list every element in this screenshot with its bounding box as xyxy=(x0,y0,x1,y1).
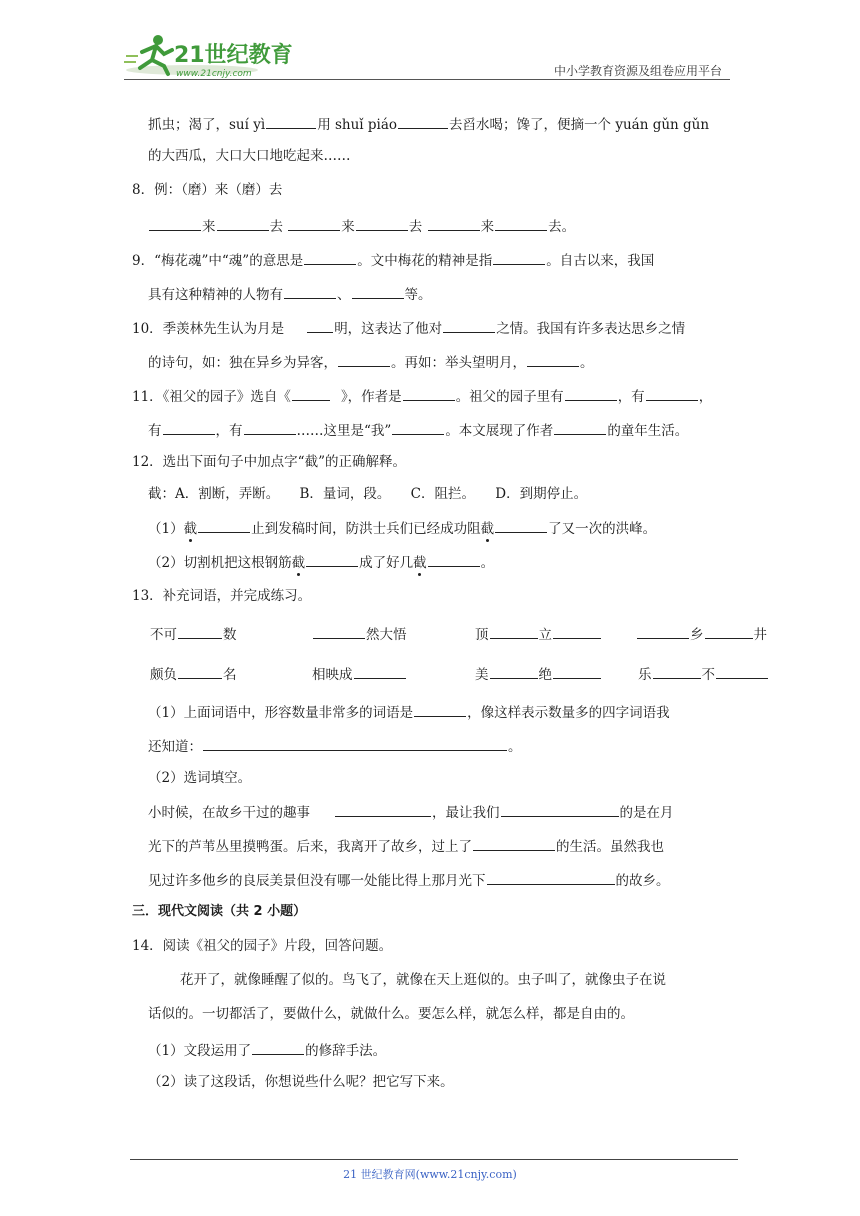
blank xyxy=(398,112,448,129)
question-11: 11．《祖父的园子》选自《 》，作者是 。祖父的园子里有 ，有 ， xyxy=(132,384,712,407)
word-item: 顶 立 xyxy=(475,622,602,645)
section-3-heading: 三．现代文阅读（共 2 小题） xyxy=(132,904,307,919)
word-item: 不可 数 xyxy=(150,622,237,645)
question-14-part-2: （2）读了这段话，你想说些什么呢？把它写下来。 xyxy=(148,1074,454,1090)
word-item: 然大悟 xyxy=(312,622,407,645)
question-10: 10．季羡林先生认为月是 明，这表达了他对 之情。我国有许多表达思乡之情 xyxy=(132,316,685,339)
blank xyxy=(266,112,316,129)
footer-text: 21 世纪教育网(www.21cnjy.com) xyxy=(343,1168,517,1181)
header-platform-text: 中小学教育资源及组卷应用平台 xyxy=(553,64,722,78)
footer-divider xyxy=(130,1159,738,1160)
logo-text: 21世纪教育 xyxy=(174,43,292,68)
question-11-line-2: 有 ，有 ……这里是“我” 。本文展现了作者 的童年生活。 xyxy=(148,418,688,441)
fill-paragraph-line-1: 小时候，在故乡干过的趣事 ，最让我们 的是在月 xyxy=(148,800,674,823)
word-item: 乐 不 xyxy=(638,662,769,685)
question-10-line-2: 的诗句，如：独在异乡为异客， 。再如：举头望明月， 。 xyxy=(148,350,594,373)
logo-url: www.21cnjy.com xyxy=(176,69,252,79)
question-12-part-2: （2）切割机把这根钢筋截 成了好几截 。 xyxy=(148,550,494,573)
header-divider xyxy=(124,79,730,80)
site-logo xyxy=(122,32,292,80)
reading-passage-line-1: 花开了，就像睡醒了似的。鸟飞了，就像在天上逛似的。虫子叫了，就像虫子在说 xyxy=(180,972,666,988)
fill-paragraph-line-3: 见过许多他乡的良辰美景但没有哪一处能比得上那月光下 的故乡。 xyxy=(148,868,670,891)
question-8-blanks: 来 去 来 去 来 去。 xyxy=(148,214,575,237)
question-9: 9．“梅花魂”中“魂”的意思是 。文中梅花的精神是指 。自古以来，我国 xyxy=(132,248,654,271)
question-13-part-1: （1）上面词语中，形容数量非常多的词语是 ，像这样表示数量多的四字词语我 xyxy=(148,700,670,723)
word-item: 美 绝 xyxy=(475,662,602,685)
word-item: 相映成 xyxy=(312,662,407,685)
word-item: 颇负 名 xyxy=(150,662,237,685)
reading-passage-line-2: 话似的。一切都活了，要做什么，就做什么。要怎么样，就怎么样，都是自由的。 xyxy=(148,1006,634,1022)
word-item: 乡 井 xyxy=(636,622,767,645)
question-13: 13．补充词语，并完成练习。 xyxy=(132,588,312,604)
question-14-part-1: （1）文段运用了 的修辞手法。 xyxy=(148,1038,386,1061)
question-12: 12．选出下面句子中加点字“截”的正确解释。 xyxy=(132,454,406,470)
question-13-part-2: （2）选词填空。 xyxy=(148,770,252,786)
passage-line-2: 的大西瓜，大口大口地吃起来…… xyxy=(148,148,351,164)
question-14: 14．阅读《祖父的园子》片段，回答问题。 xyxy=(132,938,393,954)
fill-paragraph-line-2: 光下的芦苇丛里摸鸭蛋。后来，我离开了故乡，过上了 的生活。虽然我也 xyxy=(148,834,664,857)
question-8: 8．例：（磨）来（磨）去 xyxy=(132,182,283,198)
question-12-part-1: （1）截 止到发稿时间，防洪士兵们已经成功阻截 了又一次的洪峰。 xyxy=(148,516,656,539)
question-12-options: 截：A．割断，弄断。 B．量词，段。 C．阻拦。 D．到期停止。 xyxy=(148,486,588,502)
question-9-line-2: 具有这种精神的人物有 、 等。 xyxy=(148,282,432,305)
question-13-part-1-line-2: 还知道： 。 xyxy=(148,734,522,757)
passage-line-1: 抓虫；渴了，suí yì 用 shuǐ piáo 去舀水喝；馋了，便摘一个 yuán gǔn gǔn xyxy=(148,112,709,135)
